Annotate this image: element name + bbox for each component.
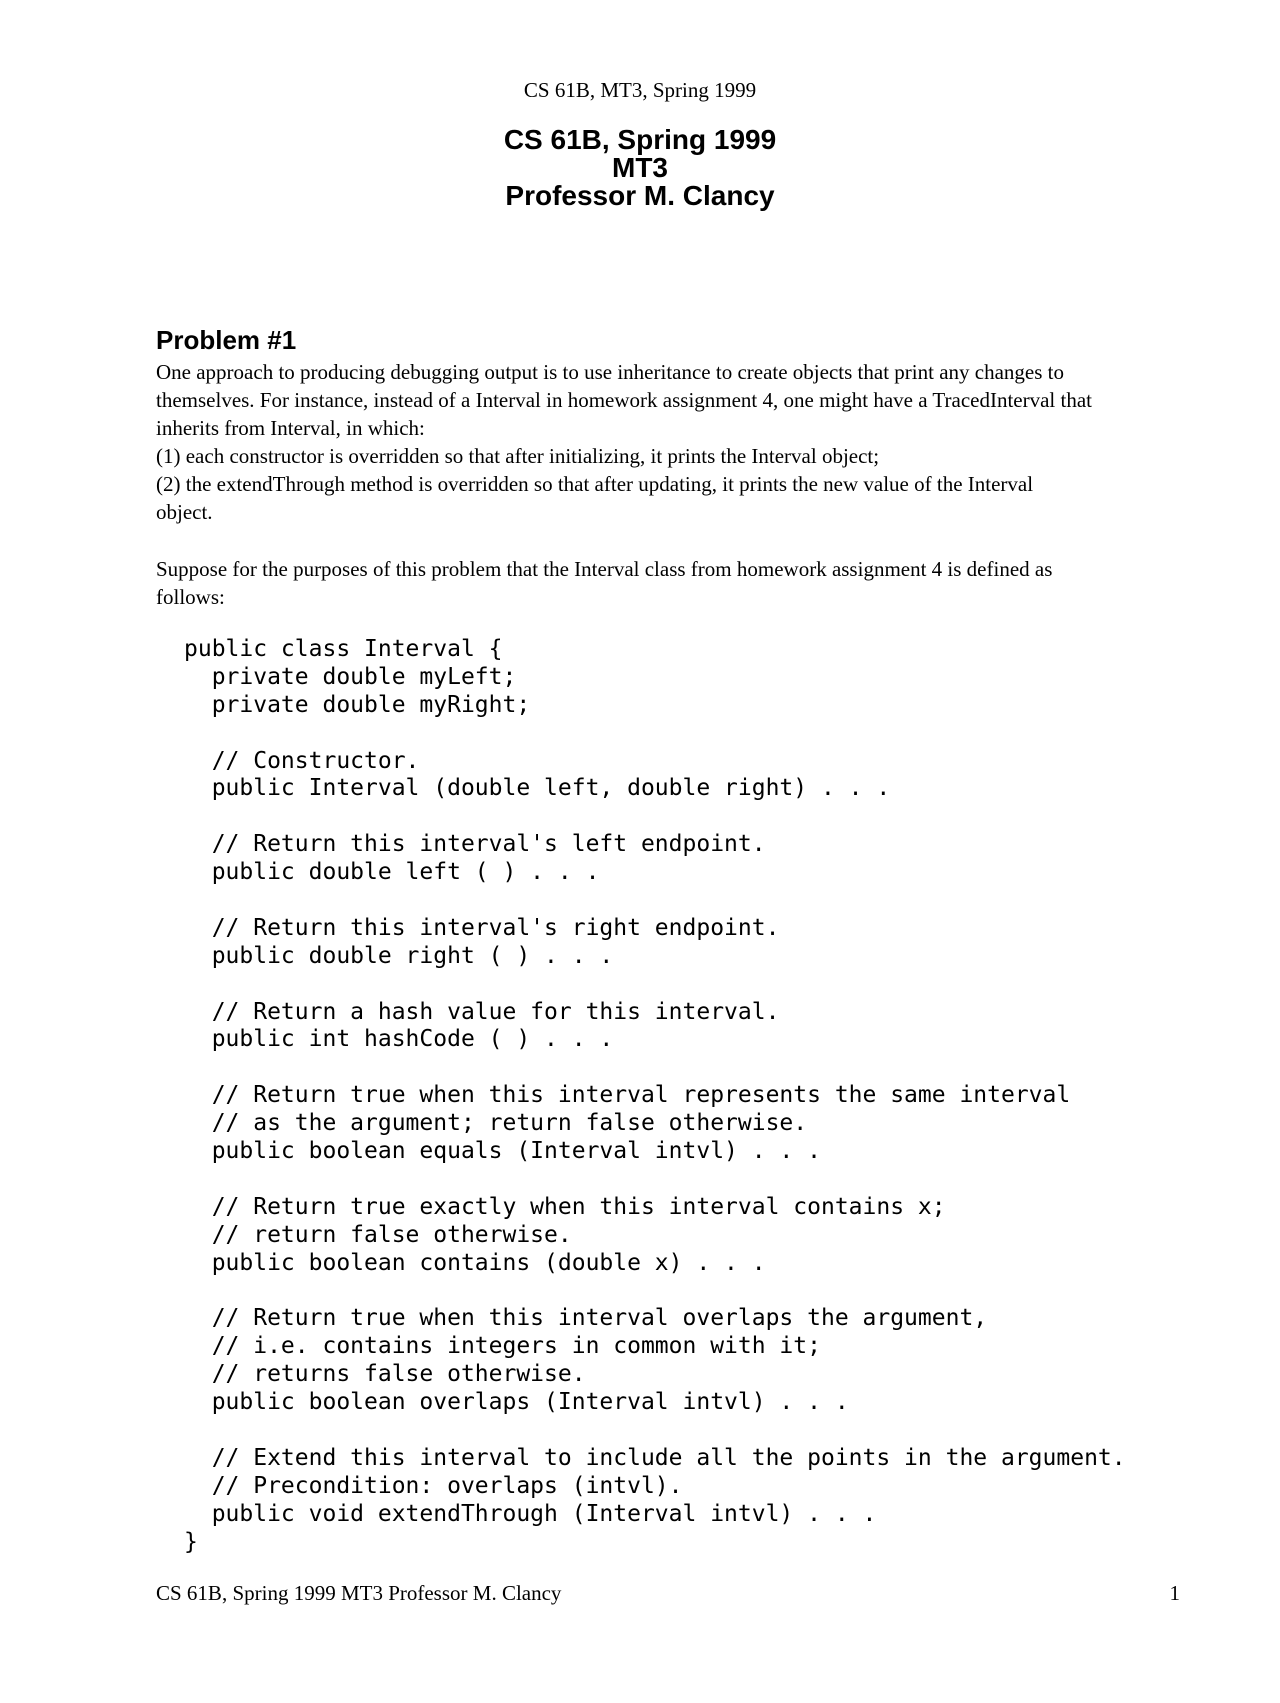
document-title <box>0 126 1280 210</box>
code-line: public Interval (double left, double right) . . . <box>184 775 891 802</box>
code-line: // Return this interval's left endpoint. <box>184 831 766 858</box>
code-line: // Return true when this interval overlaps the argument, <box>184 1305 988 1332</box>
interval-class-code <box>184 636 1126 1556</box>
code-line: // Precondition: overlaps (intvl). <box>184 1472 683 1499</box>
running-header: CS 61B, MT3, Spring 1999 <box>523 78 757 102</box>
code-line: // i.e. contains integers in common with it; <box>184 1333 821 1360</box>
code-line <box>184 971 1126 999</box>
code-line: public int hashCode ( ) . . . <box>184 1026 614 1053</box>
text-line: themselves. For instance, instead of a Interval in homework assignment 4, one might have a TracedInterval that <box>156 388 1093 412</box>
code-line: // return false otherwise. <box>184 1221 572 1248</box>
code-line: // Extend this interval to include all the points in the argument. <box>184 1444 1126 1471</box>
code-line: // Return true when this interval represents the same interval <box>184 1082 1071 1109</box>
code-line: // Constructor. <box>184 747 420 774</box>
suppose-paragraph <box>156 555 1216 611</box>
code-line <box>184 1417 1126 1445</box>
text-line: (1) each constructor is overridden so that after initializing, it prints the Interval object; <box>156 444 880 468</box>
text-line: (2) the extendThrough method is overridden so that after updating, it prints the new value of the Interval <box>156 472 1034 496</box>
code-line: // Return a hash value for this interval. <box>184 998 780 1025</box>
code-line: public boolean equals (Interval intvl) . . . <box>184 1138 821 1165</box>
code-line: public void extendThrough (Interval intvl) . . . <box>184 1500 877 1527</box>
title-exam: MT3 <box>612 152 668 183</box>
footer-title: CS 61B, Spring 1999 MT3 Professor M. Clancy <box>156 1581 562 1605</box>
text-line: follows: <box>156 585 225 609</box>
code-line <box>184 720 1126 748</box>
problem-intro-paragraph <box>156 358 1216 526</box>
code-line: public boolean overlaps (Interval intvl) . . . <box>184 1389 849 1416</box>
code-line: // returns false otherwise. <box>184 1361 586 1388</box>
title-professor: Professor M. Clancy <box>505 180 775 211</box>
code-line: // Return true exactly when this interval contains x; <box>184 1193 946 1220</box>
code-line: public boolean contains (double x) . . . <box>184 1249 766 1276</box>
code-line: // as the argument; return false otherwise. <box>184 1110 808 1137</box>
code-line: public double left ( ) . . . <box>184 859 600 886</box>
code-line <box>184 803 1126 831</box>
code-line <box>184 887 1126 915</box>
text-line: One approach to producing debugging output is to use inheritance to create objects that print any changes to <box>156 360 1064 384</box>
code-line: public class Interval { <box>184 636 503 662</box>
title-course: CS 61B, Spring 1999 <box>503 124 777 155</box>
text-line: inherits from Interval, in which: <box>156 416 425 440</box>
code-line <box>184 1054 1126 1082</box>
code-line: private double myRight; <box>184 691 531 718</box>
code-line: public double right ( ) . . . <box>184 942 614 969</box>
code-line <box>184 1277 1126 1305</box>
page-number: 1 <box>1169 1581 1180 1605</box>
text-line: object. <box>156 500 213 524</box>
code-line: // Return this interval's right endpoint. <box>184 914 780 941</box>
code-line: } <box>184 1528 198 1555</box>
problem-heading: Problem #1 <box>156 325 297 355</box>
code-line: private double myLeft; <box>184 663 517 690</box>
text-line: Suppose for the purposes of this problem that the Interval class from homework assignment 4 is defined as <box>156 557 1053 581</box>
code-line <box>184 1166 1126 1194</box>
